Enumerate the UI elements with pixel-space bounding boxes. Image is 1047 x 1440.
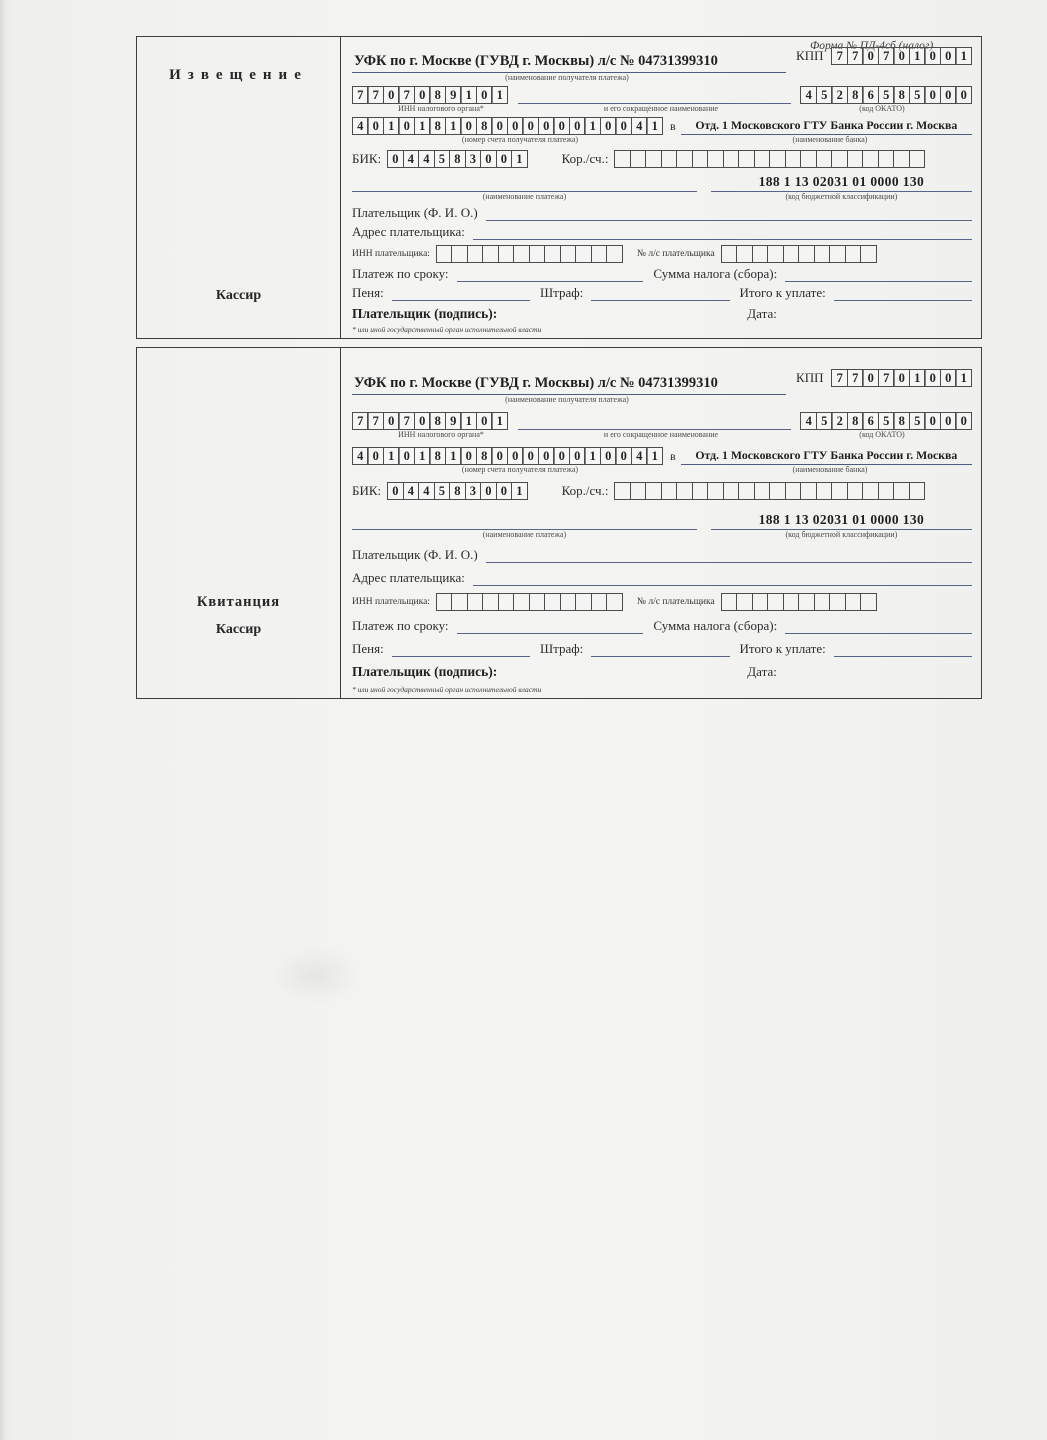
- bik-label: БИК:: [352, 483, 382, 498]
- kbk-caption: (код бюджетной классификации): [785, 192, 898, 201]
- account-caption: (номер счета получателя платежа): [461, 135, 579, 144]
- payer-address-label: Адрес плательщика:: [352, 224, 465, 239]
- payment-name-line: [352, 177, 697, 192]
- okato-caption: (код ОКАТО): [859, 430, 905, 439]
- inn-digit-boxes: 7 7 0 7 0 8 9 1 0 1: [352, 412, 508, 430]
- kpp-label: КПП: [796, 48, 824, 63]
- payer-name-label: Плательщик (Ф. И. О.): [352, 205, 478, 220]
- korr-account-boxes: [614, 150, 925, 168]
- fine-label: Штраф:: [540, 285, 584, 300]
- penalty-line: [392, 642, 530, 657]
- short-name-caption: и его сокращенное наименование: [603, 104, 719, 113]
- payment-name-line: [352, 515, 697, 530]
- tax-sum-line: [785, 267, 972, 282]
- kpp-digit-boxes: 7 7 0 7 0 1 0 0 1: [832, 369, 973, 387]
- bank-caption: (наименование банка): [792, 135, 868, 144]
- account-digit-boxes: 4 0 1 0 1 8 1 0 8 0 0 0 0 0 0 1 0 0 4 1: [352, 117, 663, 135]
- notice-slip: [136, 36, 982, 339]
- payment-name-caption: (наименование платежа): [482, 192, 567, 201]
- total-label: Итого к уплате:: [739, 641, 826, 656]
- payer-account-boxes: [721, 245, 877, 263]
- fine-line: [591, 286, 729, 301]
- total-label: Итого к уплате:: [739, 285, 826, 300]
- payer-account-boxes: [721, 593, 877, 611]
- payer-name-line: [486, 548, 972, 563]
- recipient-line: УФК по г. Москве (ГУВД г. Москвы) л/с № 04731399310: [352, 53, 786, 73]
- account-caption: (номер счета получателя платежа): [461, 465, 579, 474]
- recipient-caption: (наименование получателя платежа): [505, 73, 629, 82]
- tax-sum-label: Сумма налога (сбора):: [653, 266, 778, 281]
- payer-inn-boxes: [436, 593, 623, 611]
- payer-address-line: [473, 571, 972, 586]
- kpp-digit-boxes: 7 7 0 7 0 1 0 0 1: [832, 47, 973, 65]
- kbk-value: 188 1 13 02031 01 0000 130: [711, 512, 972, 530]
- payer-inn-boxes: [436, 245, 623, 263]
- receipt-main: [341, 348, 981, 698]
- receipt-slip: [136, 347, 982, 699]
- korr-account-label: Кор./сч.:: [561, 483, 609, 498]
- notice-title: Извещение: [169, 67, 308, 83]
- payer-name-label: Плательщик (Ф. И. О.): [352, 547, 478, 562]
- total-line: [834, 642, 972, 657]
- tax-sum-line: [785, 619, 972, 634]
- inn-caption: ИНН налогового органа*: [398, 104, 484, 113]
- total-line: [834, 286, 972, 301]
- korr-account-boxes: [614, 482, 925, 500]
- date-label: Дата:: [747, 664, 777, 679]
- short-name-caption: и его сокращенное наименование: [603, 430, 719, 439]
- fine-line: [591, 642, 729, 657]
- okato-caption: (код ОКАТО): [859, 104, 905, 113]
- penalty-line: [392, 286, 530, 301]
- due-line: [457, 267, 644, 282]
- payer-name-line: [486, 206, 972, 221]
- bik-digit-boxes: 0 4 4 5 8 3 0 0 1: [387, 482, 528, 500]
- due-label: Платеж по сроку:: [352, 618, 449, 633]
- short-name-line: [518, 89, 791, 104]
- payer-address-line: [473, 225, 972, 240]
- short-name-line: [518, 415, 791, 430]
- kbk-value: 188 1 13 02031 01 0000 130: [711, 174, 972, 192]
- signature-label: Плательщик (подпись):: [352, 306, 498, 321]
- due-line: [457, 619, 644, 634]
- bik-digit-boxes: 0 4 4 5 8 3 0 0 1: [387, 150, 528, 168]
- cashier-label: Кассир: [215, 622, 262, 637]
- payer-account-label: № л/с плательщика: [636, 597, 715, 607]
- kbk-caption: (код бюджетной классификации): [785, 530, 898, 539]
- footnote: * или иной государственный орган исполнительной власти: [352, 325, 542, 334]
- penalty-label: Пеня:: [352, 641, 384, 656]
- kpp-label: КПП: [796, 370, 824, 385]
- receipt-side-column: [137, 348, 341, 698]
- okato-digit-boxes: 4 5 2 8 6 5 8 5 0 0 0: [801, 412, 973, 430]
- payment-name-caption: (наименование платежа): [482, 530, 567, 539]
- notice-main: [341, 37, 981, 338]
- signature-label: Плательщик (подпись):: [352, 664, 498, 679]
- in-word: в: [670, 449, 676, 463]
- fine-label: Штраф:: [540, 641, 584, 656]
- tax-sum-label: Сумма налога (сбора):: [653, 618, 778, 633]
- date-label: Дата:: [747, 306, 777, 321]
- inn-digit-boxes: 7 7 0 7 0 8 9 1 0 1: [352, 86, 508, 104]
- bik-label: БИК:: [352, 151, 382, 166]
- bank-name: Отд. 1 Московского ГТУ Банка России г. Москва: [681, 118, 972, 135]
- bank-caption: (наименование банка): [792, 465, 868, 474]
- recipient-line: УФК по г. Москве (ГУВД г. Москвы) л/с № 04731399310: [352, 375, 786, 395]
- form-number-label: Форма № ПД-4сб (налог): [810, 40, 934, 52]
- payer-address-label: Адрес плательщика:: [352, 570, 465, 585]
- receipt-title: Квитанция: [196, 594, 281, 610]
- korr-account-label: Кор./сч.:: [561, 151, 609, 166]
- inn-caption: ИНН налогового органа*: [398, 430, 484, 439]
- bank-name: Отд. 1 Московского ГТУ Банка России г. Москва: [681, 448, 972, 465]
- in-word: в: [670, 119, 676, 133]
- account-digit-boxes: 4 0 1 0 1 8 1 0 8 0 0 0 0 0 0 1 0 0 4 1: [352, 447, 663, 465]
- footnote: * или иной государственный орган исполнительной власти: [352, 685, 542, 694]
- notice-side-column: [137, 37, 341, 338]
- scan-page-edge: [0, 0, 6, 1440]
- payer-inn-label: ИНН плательщика:: [352, 249, 430, 259]
- payer-inn-label: ИНН плательщика:: [352, 597, 430, 607]
- okato-digit-boxes: 4 5 2 8 6 5 8 5 0 0 0: [801, 86, 973, 104]
- due-label: Платеж по сроку:: [352, 266, 449, 281]
- penalty-label: Пеня:: [352, 285, 384, 300]
- payer-account-label: № л/с плательщика: [636, 249, 715, 259]
- cashier-label: Кассир: [215, 288, 262, 303]
- recipient-caption: (наименование получателя платежа): [505, 395, 629, 404]
- scan-smudge: [270, 945, 360, 1005]
